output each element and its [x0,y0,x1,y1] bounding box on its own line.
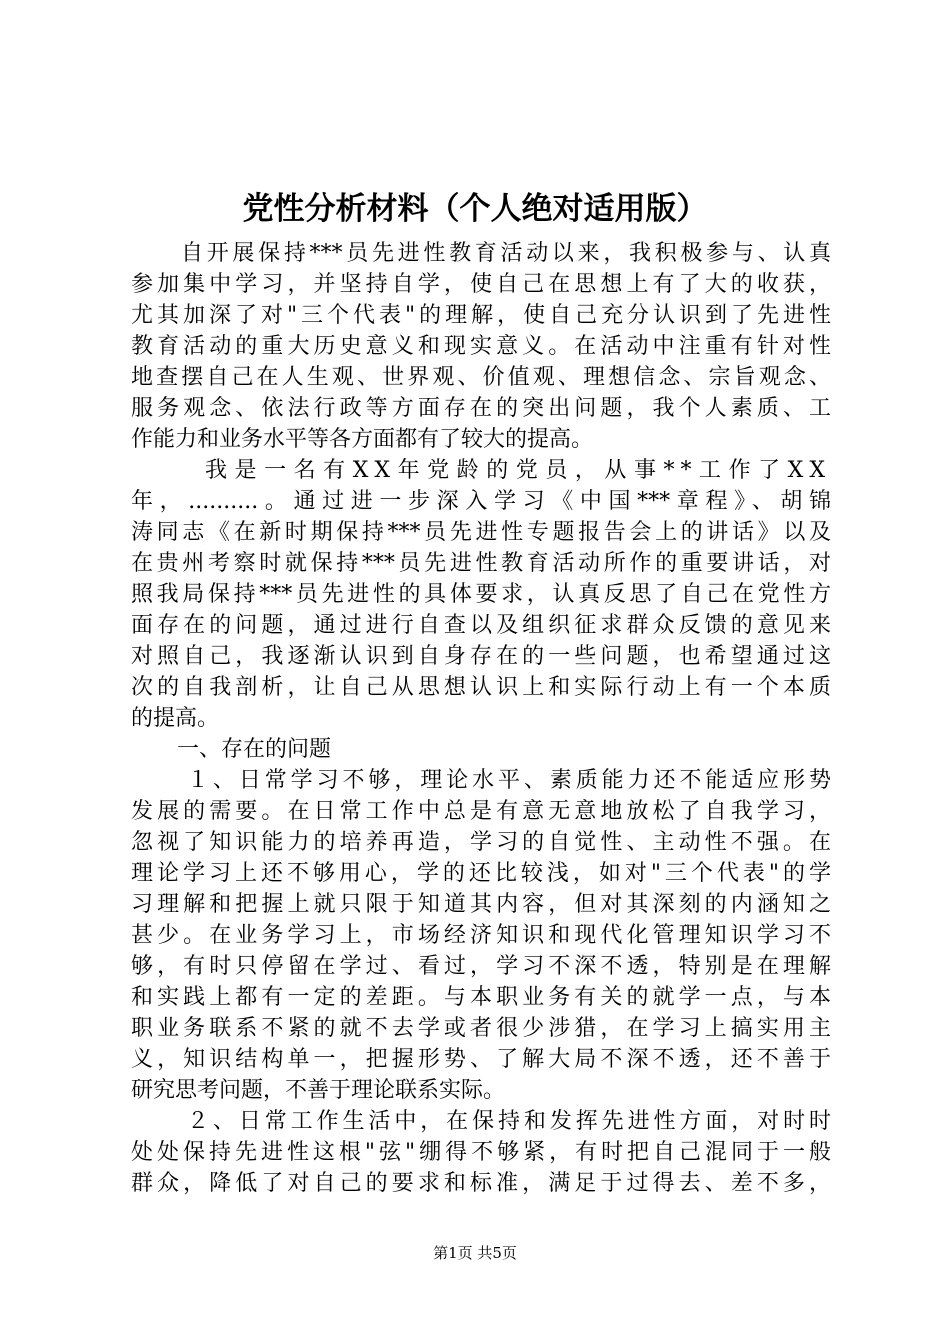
paragraph-line: 教育活动的重大历史意义和现实意义。在活动中注重有针对性 [131,334,831,359]
paragraph-line: １、日常学习不够，理论水平、素质能力还不能适应形势 [187,768,831,793]
paragraph-line: 次的自我剖析，让自己从思想认识上和实际行动上有一个本质 [131,675,831,700]
paragraph-line: 在贵州考察时就保持***员先进性教育活动所作的重要讲话，对 [131,551,831,576]
paragraph-line: 对照自己，我逐渐认识到自身存在的一些问题，也希望通过这 [131,644,831,669]
paragraph-line: 的提高。 [131,706,220,731]
paragraph-line: 职业务联系不紧的就不去学或者很少涉猎，在学习上搞实用主 [131,1016,831,1041]
paragraph-line: 处处保持先进性这根"弦"绷得不够紧，有时把自己混同于一般 [131,1140,831,1165]
section-heading: 一、存在的问题 [177,737,332,762]
paragraph-line: 和实践上都有一定的差距。与本职业务有关的就学一点，与本 [131,985,831,1010]
paragraph-line: 义，知识结构单一，把握形势、了解大局不深不透，还不善于 [131,1047,831,1072]
page-number-footer: 第1页 共5页 [433,1244,517,1262]
paragraph-line: 自开展保持***员先进性教育活动以来，我积极参与、认真 [181,241,831,266]
paragraph-line: 服务观念、依法行政等方面存在的突出问题，我个人素质、工 [131,396,831,421]
paragraph-line: 照我局保持***员先进性的具体要求，认真反思了自己在党性方 [131,582,831,607]
paragraph-line: 够，有时只停留在学过、看过，学习不深不透，特别是在理解 [131,954,831,979]
paragraph-line: 参加集中学习，并坚持自学，使自己在思想上有了大的收获， [131,272,831,297]
paragraph-line: 发展的需要。在日常工作中总是有意无意地放松了自我学习， [131,799,831,824]
document-title: 党性分析材料（个人绝对适用版） [242,191,708,227]
paragraph-line: 研究思考问题，不善于理论联系实际。 [131,1078,506,1103]
paragraph-line: 群众，降低了对自己的要求和标准，满足于过得去、差不多， [131,1171,831,1196]
paragraph-line: 涛同志《在新时期保持***员先进性专题报告会上的讲话》以及 [131,520,831,545]
paragraph-line: ２、日常工作生活中，在保持和发挥先进性方面，对时时 [187,1109,831,1134]
paragraph-line: 习理解和把握上就只限于知道其内容，但对其深刻的内涵知之 [131,892,831,917]
paragraph-line: 忽视了知识能力的培养再造，学习的自觉性、主动性不强。在 [131,830,831,855]
paragraph-line: 理论学习上还不够用心，学的还比较浅，如对"三个代表"的学 [131,861,831,886]
paragraph-line: 面存在的问题，通过进行自查以及组织征求群众反馈的意见来 [131,613,831,638]
paragraph-line: 尤其加深了对"三个代表"的理解，使自己充分认识到了先进性 [131,303,831,328]
paragraph-line: 作能力和业务水平等各方面都有了较大的提高。 [131,427,594,452]
document-body [131,238,831,1199]
paragraph-line: 甚少。在业务学习上，市场经济知识和现代化管理知识学习不 [131,923,831,948]
paragraph-line: 地查摆自己在人生观、世界观、价值观、理想信念、宗旨观念、 [131,365,831,390]
paragraph-line: 年，..........。通过进一步深入学习《中国***章程》、胡锦 [131,489,831,514]
paragraph-line: 我是一名有XX年党龄的党员，从事**工作了XX [205,458,831,483]
